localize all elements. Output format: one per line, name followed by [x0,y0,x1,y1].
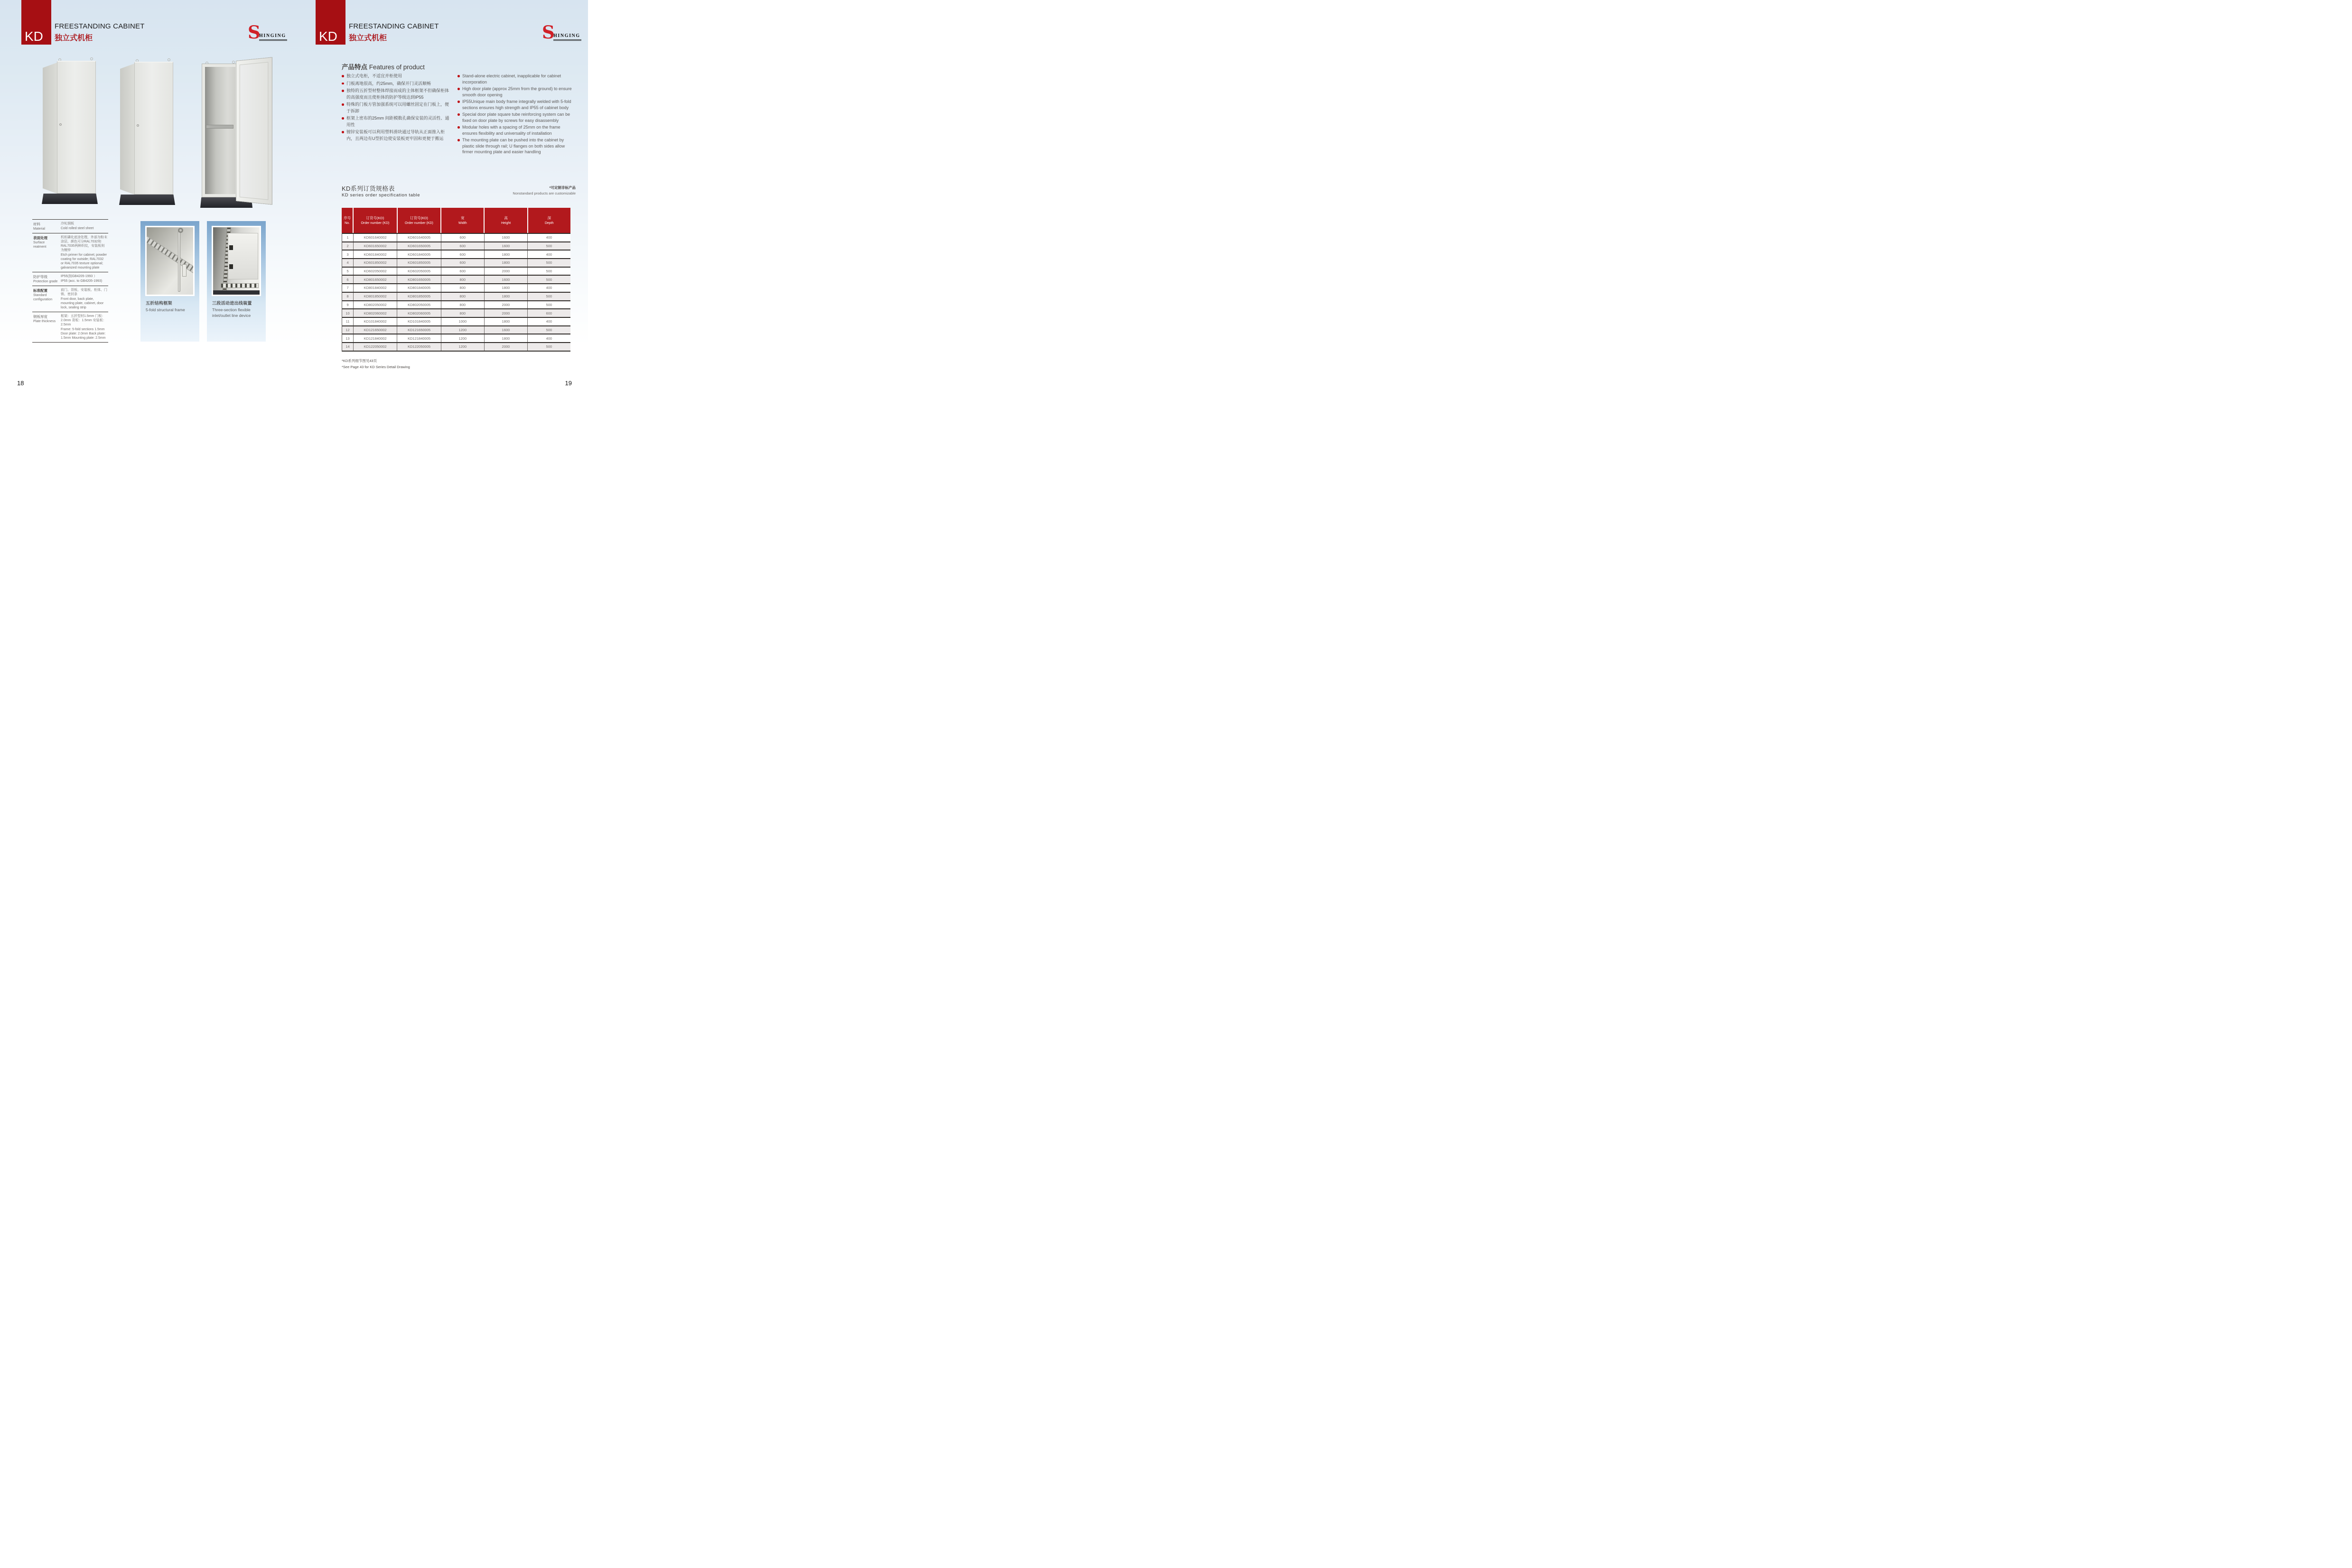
bullet-dot-icon [457,139,460,141]
order-note-en: Nonstandard products are customizable [513,191,576,195]
bullet-dot-icon [342,83,344,85]
table-cell: KD801850005 [397,293,440,300]
cabinet-body [202,64,239,197]
panel-caption-en: 5-fold structural frame [146,307,185,312]
door-lock-icon [137,124,139,127]
bullet-text: Modular holes with a spacing of 25mm on the frame ensures flexibility and universality of installation [462,125,560,136]
cabinet-cavity [205,67,235,194]
photo-frame-corner [147,227,193,295]
cabinet-open [202,63,273,208]
table-cell: KD801650002 [353,276,397,283]
footnote-en: *See Page 43 for KD Series Detail Drawing [342,365,410,369]
table-cell: 4 [346,260,349,265]
order-col-header-en: Order number (KD) [404,221,433,225]
page-title-en: FREESTANDING CABINET [349,22,439,30]
table-cell: 1 [346,235,349,240]
table-cell: KD801840005 [397,284,440,292]
brand-logo-text: HINGING [553,33,581,41]
inlet-outlet-rail [221,283,259,288]
table-row [342,275,570,283]
table-cell: 500 [527,293,570,300]
spec-value [60,288,108,310]
spec-row [32,272,108,286]
clamp-block [229,245,233,250]
table-cell: 1600 [484,234,527,241]
cabinet-closed-1 [43,61,96,204]
table-cell: 1800 [484,284,527,292]
feature-bullet-cn [342,73,452,80]
cabinet-plinth [213,290,260,295]
page-title-cn: 独立式机柜 [55,34,93,42]
order-col-header-cn: 订货号(KD) [410,215,428,220]
table-cell: 10 [345,311,350,315]
spec-label-cn: 钢板厚度 [33,315,47,319]
table-row [342,233,570,241]
table-cell: 600 [441,268,484,275]
detail-panel-line-device [207,221,266,342]
table-row [342,250,570,258]
table-row [342,325,570,334]
bullet-text: IP55Unique main body frame integrally welded with 5-fold sections ensures high strength and IP55 of cabinet body [462,99,571,110]
table-cell: KD601650002 [353,242,397,250]
cabinet-open-door [236,57,272,205]
latch-block [182,264,187,277]
order-col-header [440,208,484,233]
spec-label-en: Standard configuration [33,294,53,301]
table-cell: KD801840002 [353,284,397,292]
series-badge [316,0,345,45]
spec-label-cn: 材料 [33,222,40,226]
table-cell: KD121650002 [353,326,397,334]
spec-label-en: Plate thickness [33,320,56,323]
table-cell: KD121840002 [353,334,397,342]
order-col-header [342,208,353,233]
spec-label-cn: 防护等级 [33,275,47,279]
spec-value [60,221,108,231]
door-inner-panel [240,62,269,200]
table-cell: KD101840005 [397,318,440,325]
table-cell: 8 [346,294,349,299]
table-row [342,241,570,250]
feature-bullet-cn [342,129,452,142]
table-cell: KD601640002 [353,234,397,241]
detail-photo-frame [145,226,195,296]
feature-bullet-en [457,73,573,85]
table-cell: KD122050002 [353,343,397,351]
table-cell: 2000 [484,301,527,309]
order-col-header [484,208,527,233]
table-cell: 1200 [441,334,484,342]
spec-label-cn: 表面处理 [33,236,47,240]
table-row [342,300,570,309]
table-cell: KD122050005 [397,343,440,351]
page-right [294,0,588,392]
features-title-cn: 产品特点 [342,64,367,71]
feature-bullet-en [457,99,573,111]
bullet-text: 独立式电柜，不适宜并柜使用 [346,74,402,78]
order-col-header-en: Width [458,221,467,225]
eyebolt-icon [168,58,170,61]
brand-logo-text: HINGING [259,33,287,41]
spec-label [32,288,60,310]
order-col-header [527,208,570,233]
table-row [342,283,570,292]
order-spec-table [342,208,570,352]
table-cell: 1600 [484,276,527,283]
order-note-cn: *可定制非标产品 [549,186,576,190]
spec-label-en: Protection grade [33,280,58,283]
bullet-text: 独特的五折型材整体焊接而成的主体框架不但确保柜体的高强度而且使柜体的防护等级达到IP55 [346,88,449,100]
table-cell: 600 [441,242,484,250]
order-col-header [397,208,441,233]
order-col-header-en: No. [345,221,350,225]
table-cell: KD121840005 [397,334,440,342]
spec-value-cn: IP55(按GB4205-1993 ） [61,275,97,278]
spec-row [32,312,108,342]
brand-logo-s: S [248,22,261,43]
cabinet-closed-2 [120,62,173,205]
bullet-dot-icon [342,90,344,92]
table-cell: 500 [527,326,570,334]
feature-list-en [457,73,573,156]
spec-table [32,219,108,343]
door-lock-icon [59,123,62,126]
table-cell: 7 [346,286,349,290]
table-cell: KD801850002 [353,293,397,300]
spec-value [60,235,108,270]
bullet-dot-icon [342,75,344,77]
table-cell: KD601850002 [353,259,397,267]
table-cell: 11 [345,319,350,324]
series-code: KD [319,29,337,44]
series-badge [21,0,51,45]
table-cell: KD602050005 [397,268,440,275]
table-cell: 6 [346,277,349,282]
feature-bullet-cn [342,102,452,114]
panel-caption-cn: 五折结构框架 [146,301,172,306]
table-cell: 1800 [484,318,527,325]
order-table-header [342,208,570,233]
cabinet-side [43,63,57,194]
table-cell: 500 [527,242,570,250]
clamp-block [229,264,233,269]
bullet-dot-icon [457,88,460,90]
table-cell: 500 [527,343,570,351]
table-cell: 2000 [484,309,527,317]
product-photo-cabinets [40,57,273,210]
table-cell: 9 [346,302,349,307]
spec-row [32,220,108,233]
table-cell: 1800 [484,334,527,342]
table-cell: KD802050005 [397,301,440,309]
spec-label [32,314,60,340]
table-cell: 1800 [484,259,527,267]
order-col-header-cn: 深 [547,215,551,220]
feature-bullet-en [457,137,573,155]
brand-logo-s: S [542,22,555,43]
table-cell: 14 [345,344,350,349]
table-row [342,317,570,325]
bullet-dot-icon [342,117,344,120]
bullet-text: 门板离地很高，约25mm，确保开门灵活顺畅 [346,81,431,86]
table-cell: KD101840002 [353,318,397,325]
spec-value-en: Front door, back plate, mounting plate, cabinet, door lock, sealing strip [61,297,104,309]
features-title-en: Features of product [369,64,425,71]
spec-value-en: Cold rolled steel sheet [61,227,94,230]
table-cell: 1800 [484,251,527,258]
table-cell: 600 [441,251,484,258]
spec-value-en: IP55 (acc. to GB4205-1993) [61,279,103,283]
bullet-text: 框架上密布的25mm 间距模数孔确保安装的灵活性、通用性 [346,116,449,127]
feature-bullet-en [457,111,573,123]
table-row [342,334,570,342]
spec-value [60,274,108,284]
spec-label [32,235,60,270]
table-cell: 800 [441,309,484,317]
bullet-text: The mounting plate can be pushed into the cabinet by plastic slide through rail; U flanges on both sides allow firmer mounting plate and easier handling [462,138,565,154]
order-table-body [342,233,570,352]
brand-logo [542,22,580,45]
page-left [0,0,294,392]
table-cell: 800 [441,284,484,292]
order-table-footnotes [342,358,410,370]
order-table-title-en: KD series order specification table [342,193,420,198]
table-cell: 500 [527,301,570,309]
spec-value-cn: 框架：五折型材1.5mm 门板：2.0mm 背板：1.5mm 安装板：2.5mm [61,315,106,326]
table-cell: 600 [441,259,484,267]
table-cell: KD802060005 [397,309,440,317]
page-title-cn: 独立式机柜 [349,34,387,42]
table-cell: 5 [346,269,349,274]
table-cell: 500 [527,268,570,275]
table-cell: 400 [527,318,570,325]
table-cell: 600 [527,309,570,317]
eyebolt-icon [90,57,93,60]
table-cell: KD602050002 [353,268,397,275]
feature-bullet-en [457,124,573,136]
mounting-plate [228,233,258,279]
table-cell: 400 [527,251,570,258]
panel-caption [146,300,196,313]
table-row [342,292,570,300]
cabinet-side [120,64,134,195]
table-cell: 2000 [484,268,527,275]
order-col-header-en: Height [501,221,511,225]
cabinet-crossbar [206,125,233,129]
table-cell: KD601650005 [397,242,440,250]
table-cell: 12 [345,327,350,332]
spec-label-cn: 标准配置 [33,288,47,293]
table-cell: 1600 [484,326,527,334]
cabinet-plinth [42,194,98,204]
brand-logo [248,22,286,45]
table-cell: KD801650005 [397,276,440,283]
order-col-header-cn: 序号 [344,215,351,220]
page-number-right: 19 [565,380,572,387]
table-row [342,267,570,275]
bullet-text: High door plate (approx 25mm from the ground) to ensure smooth door opening [462,86,572,97]
spec-value-cn: 冷轧钢板 [61,222,74,225]
detail-photo-frame [212,226,261,296]
table-row [342,258,570,267]
table-cell: 2 [346,244,349,249]
panel-caption [212,300,263,318]
table-cell: 2000 [484,343,527,351]
feature-bullet-en [457,86,573,98]
features-title [342,62,425,71]
cabinet-door [134,62,173,195]
footnote-cn: *KD系列细节图见43页 [342,359,377,363]
hinge-rod [178,231,180,292]
spec-label [32,221,60,231]
feature-bullet-cn [342,115,452,128]
table-cell: KD802050002 [353,301,397,309]
order-col-header [353,208,397,233]
feature-list-cn [342,73,452,143]
bullet-dot-icon [342,131,344,133]
order-col-header-cn: 高 [504,215,508,220]
feature-bullet-cn [342,81,452,87]
series-code: KD [25,29,43,44]
bullet-text: Stand-alone electric cabinet, inapplicable for cabinet incorporation [462,74,561,84]
spec-label-en: Surface reatment [33,241,47,249]
table-cell: 1800 [484,293,527,300]
order-col-header-cn: 宽 [461,215,465,220]
bullet-text: Special door plate square tube reinforcing system can be fixed on door plate by screws for easy disassembly [462,112,570,123]
table-cell: 500 [527,276,570,283]
spec-row [32,286,108,312]
spec-label [32,274,60,284]
panel-caption-en: Three-section flexible inlet/outlet line device [212,307,251,318]
table-cell: KD601840002 [353,251,397,258]
spec-value [60,314,108,340]
table-cell: 600 [441,234,484,241]
order-table-note [513,185,576,195]
order-col-header-en: Order number (KD) [361,221,390,225]
table-cell: 800 [441,276,484,283]
table-row [342,342,570,351]
table-cell: 1600 [484,242,527,250]
table-cell: KD601840005 [397,251,440,258]
bullet-dot-icon [342,103,344,106]
table-cell: 1000 [441,318,484,325]
cabinet-door [57,61,96,194]
order-col-header-cn: 订货号(KD) [366,215,384,220]
table-cell: 13 [345,336,350,341]
bullet-text: 特殊的门板方管加强系统可以用螺丝固定在门板上，便于拆卸 [346,102,449,113]
spec-value-cn: 机柜磷化底涂处理，外部为粉末涂层，颜色可分RAL7032和RAL7035两种织纹，安装板则为镀锌 [61,236,107,252]
photo-interior [213,227,260,295]
table-cell: 1200 [441,343,484,351]
panel-caption-cn: 三段活动进出线装置 [212,301,252,306]
bullet-dot-icon [457,75,460,77]
spec-row [32,233,108,272]
eyebolt-icon [178,228,183,233]
table-cell: 3 [346,252,349,257]
detail-panel-frame [140,221,199,342]
spec-label-en: Material [33,227,45,231]
table-cell: KD601640005 [397,234,440,241]
bullet-dot-icon [457,101,460,103]
table-cell: 500 [527,259,570,267]
page-title-en: FREESTANDING CABINET [55,22,145,30]
table-cell: KD121650005 [397,326,440,334]
table-cell: 800 [441,301,484,309]
cabinet-plinth [119,195,175,205]
order-table-title-cn: KD系列订货规格表 [342,185,395,192]
order-col-header-en: Depth [544,221,554,225]
spec-value-en: Frame: 5-fold sections 1.5mm Door plate: 2.0mm Back plate: 1.5mm Mounting plate: 2.5mm [61,328,106,340]
spec-value-cn: 前门、背板、安装板、柜体、门锁、密封条 [61,288,107,296]
table-cell: 400 [527,234,570,241]
catalog-spread [0,0,588,392]
table-cell: KD802060002 [353,309,397,317]
table-cell: 1200 [441,326,484,334]
bullet-text: 镀锌安装板可以利用塑料滑块通过导轨从正面推入柜内，且两边有U型折边使安装板更牢固和更便于搬运 [346,130,445,141]
table-row [342,308,570,317]
bullet-dot-icon [457,113,460,116]
feature-bullet-cn [342,88,452,101]
table-cell: 400 [527,284,570,292]
table-cell: KD601850005 [397,259,440,267]
page-number-left: 18 [17,380,24,387]
bullet-dot-icon [457,126,460,129]
table-cell: 800 [441,293,484,300]
spec-value-en: Etch primer for cabinet; powder coating for outside; RAL7032 or RAL7035 texture optional; galvanized mounting plate [61,253,107,269]
table-cell: 400 [527,334,570,342]
